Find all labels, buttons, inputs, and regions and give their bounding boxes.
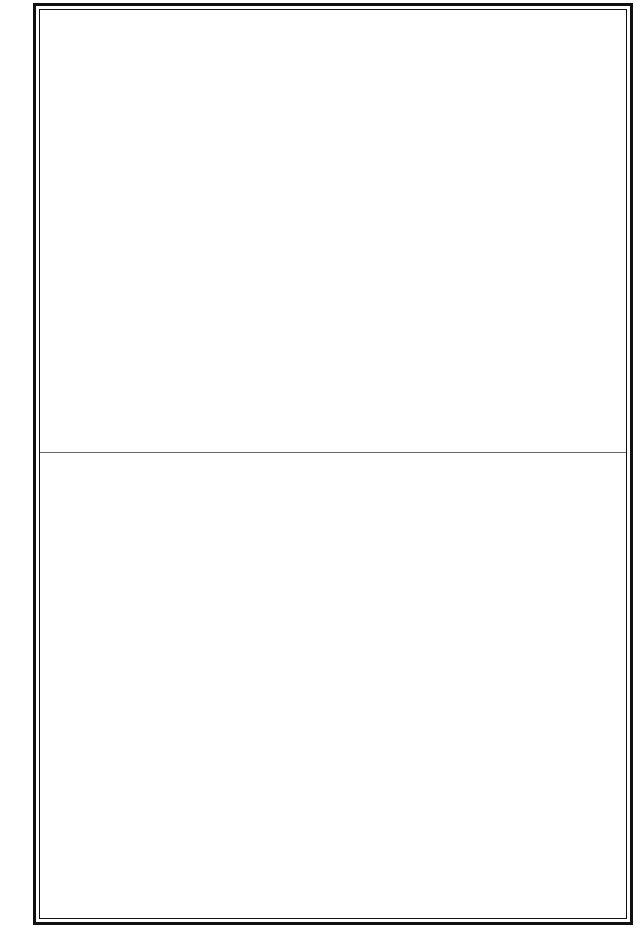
upper-page-text [62, 20, 614, 420]
lower-page-text [62, 464, 614, 864]
page-divider [40, 452, 626, 453]
margin-book-title [4, 74, 24, 88]
